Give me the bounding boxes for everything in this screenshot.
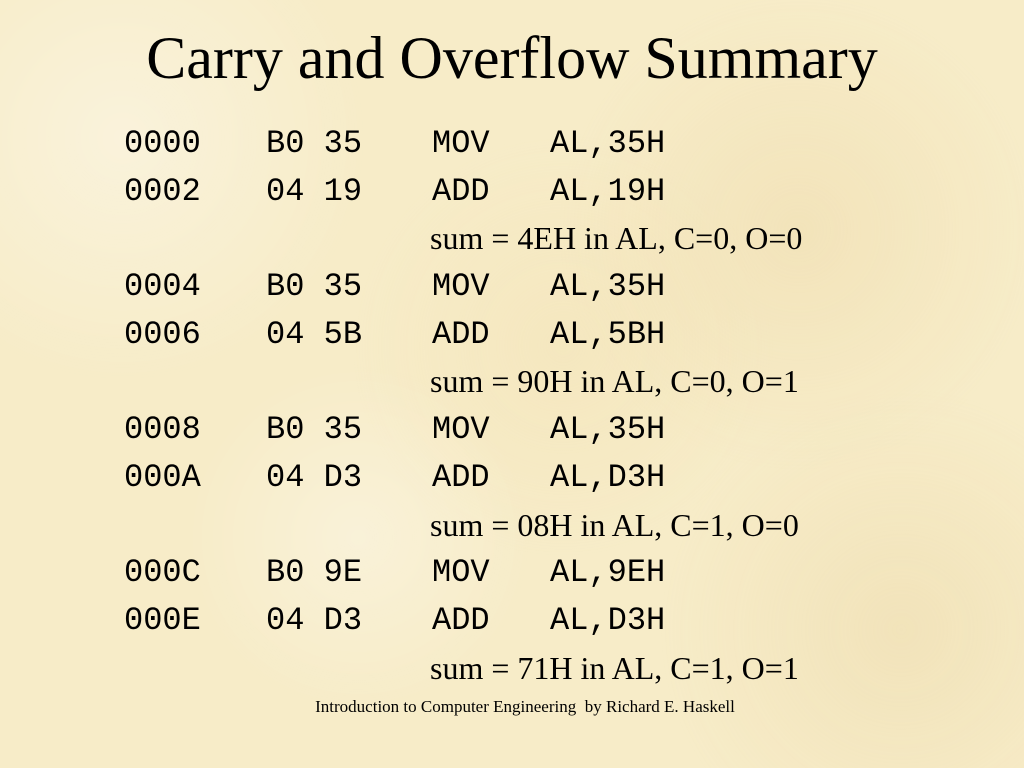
code-mnemonic: ADD: [432, 315, 490, 353]
code-bytes: 04 D3: [266, 458, 363, 496]
code-mnemonic: ADD: [432, 601, 490, 639]
code-line: [124, 168, 984, 216]
sum-result: sum = 4EH in AL, C=0, O=0: [430, 220, 803, 257]
code-bytes: B0 9E: [266, 554, 363, 592]
code-mnemonic: MOV: [432, 268, 490, 306]
sum-result: sum = 90H in AL, C=0, O=1: [430, 363, 799, 400]
code-operands: AL,D3H: [550, 601, 666, 639]
code-operands: AL,5BH: [550, 315, 666, 353]
code-address: 000A: [124, 458, 201, 496]
code-line: [124, 549, 984, 597]
code-line: [124, 263, 984, 311]
code-line: [124, 311, 984, 359]
code-mnemonic: MOV: [432, 125, 490, 162]
code-address: 0004: [124, 268, 201, 306]
sum-result: sum = 08H in AL, C=1, O=0: [430, 506, 799, 543]
code-operands: AL,35H: [550, 268, 666, 306]
code-bytes: B0 35: [266, 125, 363, 162]
sum-result: sum = 71H in AL, C=1, O=1: [430, 649, 799, 686]
code-line: [124, 406, 984, 454]
code-mnemonic: MOV: [432, 554, 490, 592]
code-address: 000C: [124, 554, 201, 592]
code-address: 0008: [124, 411, 201, 449]
slide-footer: Introduction to Computer Engineering by Richard E. Haskell: [315, 697, 735, 716]
code-line: [124, 597, 984, 645]
code-address: 0006: [124, 315, 201, 353]
code-address: 0000: [124, 125, 201, 162]
code-mnemonic: ADD: [432, 172, 490, 210]
code-bytes: 04 19: [266, 172, 363, 210]
code-operands: AL,35H: [550, 411, 666, 449]
code-line: [124, 120, 984, 168]
code-operands: AL,19H: [550, 172, 666, 210]
code-mnemonic: ADD: [432, 458, 490, 496]
code-listing: [124, 120, 984, 692]
code-bytes: 04 5B: [266, 315, 363, 353]
code-line: [124, 454, 984, 502]
code-bytes: 04 D3: [266, 601, 363, 639]
slide-title: Carry and Overflow Summary: [146, 25, 878, 91]
code-address: 000E: [124, 601, 201, 639]
code-operands: AL,9EH: [550, 554, 666, 592]
code-bytes: B0 35: [266, 411, 363, 449]
code-bytes: B0 35: [266, 268, 363, 306]
code-operands: AL,35H: [550, 125, 666, 162]
code-operands: AL,D3H: [550, 458, 666, 496]
code-address: 0002: [124, 172, 201, 210]
code-mnemonic: MOV: [432, 411, 490, 449]
